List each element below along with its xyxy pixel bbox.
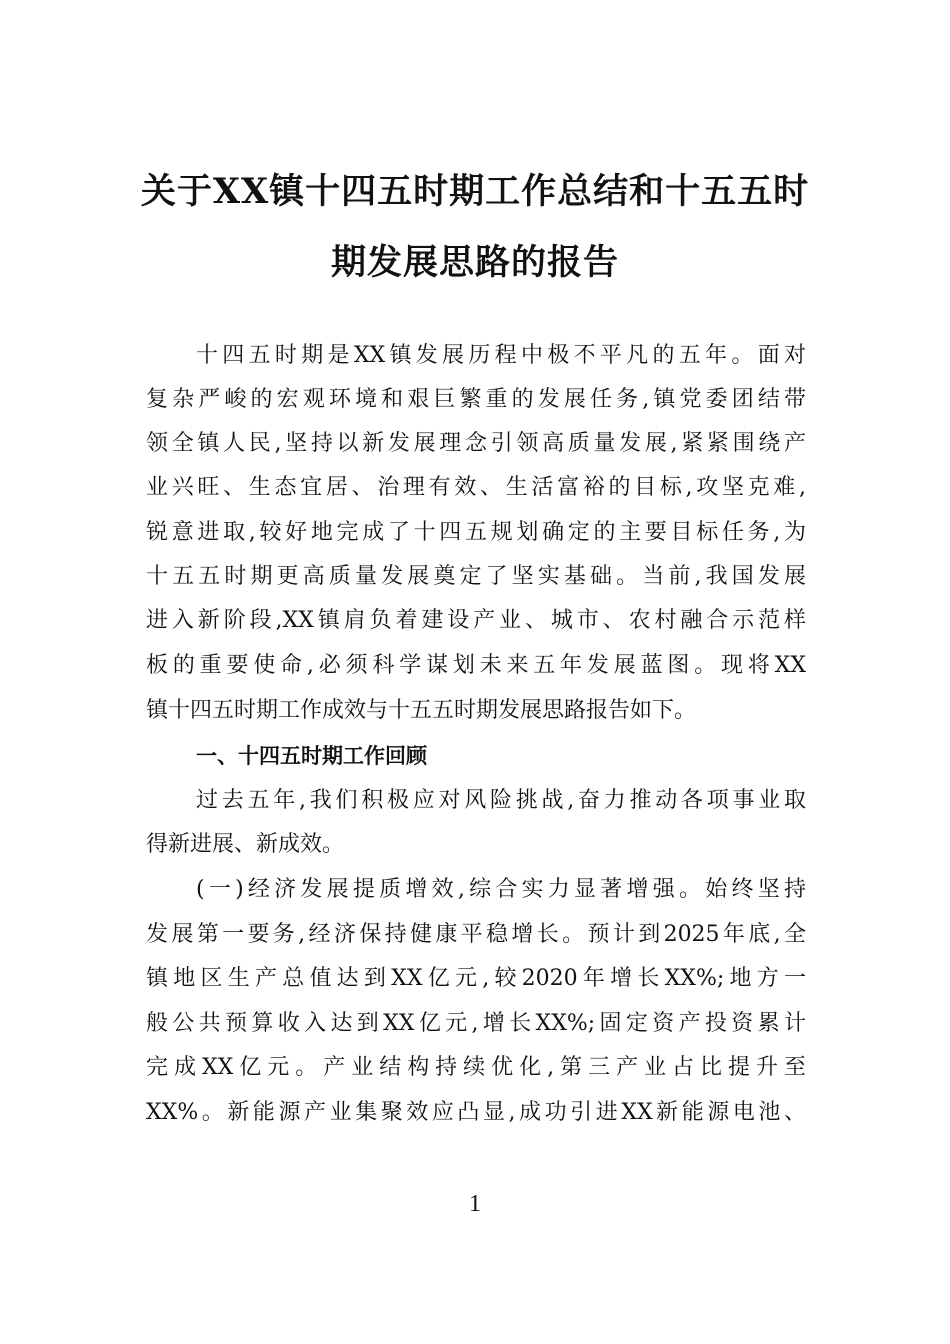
paragraph-line: 完成XX亿元。产业结构持续优化,第三产业占比提升至 <box>146 1055 806 1080</box>
intro-line: 板的重要使命,必须科学谋划未来五年发展蓝图。现将XX <box>146 653 806 678</box>
document-title-line-1: 关于XX镇十四五时期工作总结和十五五时 <box>140 171 810 212</box>
intro-line: 复杂严峻的宏观环境和艰巨繁重的发展任务,镇党委团结带 <box>146 387 806 412</box>
paragraph-line: 得新进展、新成效。 <box>146 832 345 857</box>
intro-line: 领全镇人民,坚持以新发展理念引领高质量发展,紧紧围绕产 <box>146 431 806 456</box>
intro-line: 业兴旺、生态宜居、治理有效、生活富裕的目标,攻坚克难, <box>146 475 806 500</box>
intro-line: 进入新阶段,XX镇肩负着建设产业、城市、农村融合示范样 <box>146 608 806 633</box>
paragraph-line: XX%。新能源产业集聚效应凸显,成功引进XX新能源电池、 <box>146 1100 806 1125</box>
paragraph-line: (一)经济发展提质增效,综合实力显著增强。始终坚持 <box>196 877 806 902</box>
section-heading: 一、十四五时期工作回顾 <box>196 744 427 768</box>
document-title-line-2: 期发展思路的报告 <box>330 242 619 283</box>
intro-line: 十五五时期更高质量发展奠定了坚实基础。当前,我国发展 <box>146 564 806 589</box>
paragraph-line: 发展第一要务,经济保持健康平稳增长。预计到2025年底,全 <box>146 922 806 947</box>
intro-line: 十四五时期是XX镇发展历程中极不平凡的五年。面对 <box>196 343 806 368</box>
page-number: 1 <box>469 1191 481 1217</box>
intro-line: 锐意进取,较好地完成了十四五规划确定的主要目标任务,为 <box>146 520 806 545</box>
intro-line: 镇十四五时期工作成效与十五五时期发展思路报告如下。 <box>146 698 697 723</box>
paragraph-line: 镇地区生产总值达到XX亿元,较2020年增长XX%;地方一 <box>146 966 806 991</box>
paragraph-line: 般公共预算收入达到XX亿元,增长XX%;固定资产投资累计 <box>146 1011 806 1036</box>
paragraph-line: 过去五年,我们积极应对风险挑战,奋力推动各项事业取 <box>196 788 806 813</box>
